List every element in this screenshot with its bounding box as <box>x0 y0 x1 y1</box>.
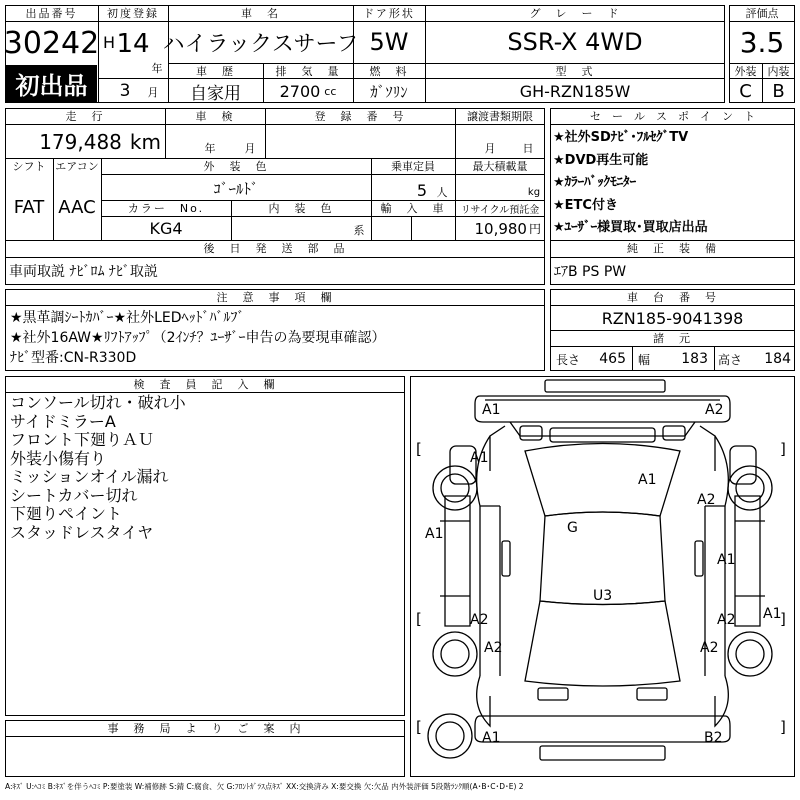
inspector-line: コンソール切れ・破れ小 <box>10 393 186 412</box>
damage-mark: A2 <box>717 612 736 628</box>
damage-mark: A1 <box>763 606 782 622</box>
displacement-unit: cc <box>324 84 337 98</box>
shift: FAT <box>13 196 45 218</box>
interior-grade: B <box>772 80 785 102</box>
dims-label: 諸 元 <box>653 332 692 345</box>
sales-point: ★ﾕｰｻﾞｰ様買取･買取店出品 <box>553 220 708 235</box>
displacement-value: 2700 <box>279 81 321 101</box>
insp-year-unit: 年 <box>204 142 216 155</box>
damage-mark: A1 <box>717 552 736 568</box>
shift-label: シフト <box>12 160 46 173</box>
grade: SSR-X 4WD <box>507 28 643 56</box>
diagram-bottom-bar <box>540 746 665 760</box>
right-side-panel <box>735 496 760 626</box>
wheel-rear-right <box>728 632 772 676</box>
rear-glass <box>525 601 680 686</box>
door-label: ドア形状 <box>363 7 415 20</box>
reg-month: 3 <box>119 81 131 101</box>
damage-mark: A1 <box>470 450 489 466</box>
grade-label: グ レ ー ド <box>529 7 621 20</box>
door-type: 5W <box>369 28 409 56</box>
score: 3.5 <box>739 25 785 59</box>
first-reg-label: 初度登録 <box>107 7 159 20</box>
diagram-top-bar <box>545 380 665 392</box>
note-line: ★黒革調ｼｰﾄｶﾊﾞｰ★社外LEDﾍｯﾄﾞﾊﾞﾙﾌﾞ <box>10 310 245 326</box>
recycle-value: 10,980 <box>474 219 527 238</box>
inspector-label: 検 査 員 記 入 欄 <box>133 378 277 391</box>
length-value: 465 <box>599 351 626 367</box>
int-color-label: 内 装 色 <box>268 202 334 215</box>
exterior-color: ｺﾞｰﾙﾄﾞ <box>213 179 259 198</box>
office-label: 事 務 局 よ り ご 案 内 <box>107 722 303 735</box>
exterior-grade: C <box>739 80 752 102</box>
displacement-label: 排 気 量 <box>275 64 341 78</box>
spare-tire <box>428 714 472 758</box>
color-no: KG4 <box>149 219 183 238</box>
equipment-label: 純 正 装 備 <box>627 242 718 255</box>
sales-points-list <box>553 127 793 240</box>
reg-year: 14 <box>116 29 150 59</box>
sales-point: ★社外SDﾅﾋﾞ･ﾌﾙｾｸﾞTV <box>553 130 689 145</box>
damage-mark: A2 <box>470 612 489 628</box>
windshield <box>525 444 680 517</box>
width-label: 幅 <box>638 352 651 367</box>
damage-mark: A2 <box>700 640 719 656</box>
transfer-day-unit: 日 <box>522 142 534 155</box>
bracket-right-bottom: ] <box>780 610 786 628</box>
bracket-right-top: ] <box>780 440 786 458</box>
wheel-rear-left <box>433 632 477 676</box>
height-label: 高さ <box>718 352 743 367</box>
capacity-label: 乗車定員 <box>391 160 435 173</box>
capacity-unit: 人 <box>436 186 448 199</box>
sales-point: ★ETC付き <box>553 197 618 213</box>
mileage-label: 走 行 <box>65 110 105 123</box>
first-listing-badge: 初出品 <box>6 65 97 102</box>
load-unit: kg <box>527 186 541 198</box>
fuel: ｶﾞｿﾘﾝ <box>370 82 408 101</box>
era: H <box>102 32 116 52</box>
load-label: 最大積載量 <box>472 160 528 173</box>
reg-no-label: 登 録 番 号 <box>314 110 406 123</box>
lot-no: 30242 <box>3 25 100 61</box>
damage-mark: U3 <box>593 588 613 604</box>
inspector-lines <box>10 394 400 542</box>
sales-point: ★DVD再生可能 <box>553 152 649 168</box>
color-no-label: カラー No. <box>127 202 205 215</box>
inspector-line: サイドミラーA <box>10 411 116 431</box>
bracket-right-spare: ] <box>780 718 786 736</box>
transfer-month-unit: 月 <box>484 142 496 155</box>
damage-mark: A2 <box>705 402 724 418</box>
damage-mark: A1 <box>482 402 501 418</box>
damage-mark: G <box>567 520 578 536</box>
recycle-unit: 円 <box>528 222 541 236</box>
bracket-left-bottom: [ <box>416 610 422 628</box>
chassis-label: 車 台 番 号 <box>627 291 718 304</box>
inspection-label: 車 検 <box>195 110 235 123</box>
interior-label: 内装 <box>767 64 790 78</box>
transfer-label: 譲渡書類期限 <box>467 110 533 123</box>
shipping-label: 後 日 発 送 部 品 <box>203 242 347 255</box>
notes-label: 注 意 事 項 欄 <box>216 291 334 304</box>
recycle <box>455 217 545 240</box>
wheel-front-right <box>728 466 772 510</box>
note-line: ★社外16AW★ﾘﾌﾄｱｯﾌﾟ（2ｲﾝﾁ？ﾕｰｻﾞｰ申告の為要現車確認） <box>10 330 386 346</box>
height-value: 184 <box>764 351 791 367</box>
wheel-front-left <box>433 466 477 510</box>
model-label: 型 式 <box>555 64 595 78</box>
inspector-line: 下廻りペイント <box>10 504 123 523</box>
left-side-panel <box>445 496 470 626</box>
sales-point: ★ｶﾗｰﾊﾞｯｸﾓﾆﾀｰ <box>553 175 637 190</box>
import-label: 輸 入 車 <box>380 202 446 215</box>
damage-mark: A1 <box>638 472 657 488</box>
inspector-line: フロント下廻りＡＵ <box>10 430 155 449</box>
notes-lines <box>10 308 540 368</box>
car-damage-diagram <box>410 376 795 777</box>
color-label: 外 装 色 <box>203 160 269 173</box>
lot-no-label: 出品番号 <box>25 7 78 20</box>
fuel-label: 燃 料 <box>369 64 409 78</box>
shipping-parts: 車両取説 ﾅﾋﾞﾛﾑ ﾅﾋﾞ取説 <box>9 264 158 280</box>
year-unit: 年 <box>151 62 163 75</box>
mileage-unit: km <box>129 130 161 154</box>
model-code: GH-RZN185W <box>519 81 631 101</box>
note-line: ﾅﾋﾞ型番:CN-R330D <box>10 350 137 366</box>
length-label: 長さ <box>556 352 581 367</box>
bracket-left-top: [ <box>416 440 422 458</box>
width <box>632 347 714 371</box>
left-fender <box>477 436 500 506</box>
ac: AAC <box>58 196 96 218</box>
mileage <box>5 126 165 158</box>
capacity: 5 <box>416 180 427 200</box>
inspector-line: 外装小傷有り <box>10 448 107 468</box>
car-name-label: 車 名 <box>241 7 280 20</box>
int-color-unit: 系 <box>353 224 365 237</box>
damage-mark: A2 <box>484 640 503 656</box>
sales-label: セ ー ル ス ポ イ ン ト <box>590 110 755 123</box>
damage-mark: A2 <box>697 492 716 508</box>
damage-mark: B2 <box>704 730 723 746</box>
width-value: 183 <box>681 351 708 367</box>
month-unit: 月 <box>147 86 159 99</box>
length <box>550 347 632 371</box>
equipment: ｴｱB PS PW <box>554 264 627 280</box>
score-label: 評価点 <box>745 7 779 20</box>
history-label: 車 歴 <box>196 64 235 78</box>
height <box>714 347 795 371</box>
bracket-left-spare: [ <box>416 718 422 736</box>
ac-label: エアコン <box>55 160 99 173</box>
inspector-line: ミッションオイル漏れ <box>10 467 169 486</box>
mileage-value: 179,488 <box>39 130 122 154</box>
history: 自家用 <box>190 83 241 104</box>
inspector-line: シートカバー切れ <box>10 485 138 505</box>
hood <box>510 422 695 436</box>
inspector-line: スタッドレスタイヤ <box>10 522 154 542</box>
car-name: ハイラックスサーフ <box>162 31 359 57</box>
damage-mark: A1 <box>482 730 501 746</box>
rear-bumper <box>475 716 730 742</box>
exterior-label: 外装 <box>734 64 757 78</box>
legend: A:ｷｽﾞ U:ﾍｺﾐ B:ｷｽﾞを伴うﾍｺﾐ P:要塗装 W:補修跡 S:錆 C:腐食、欠 G:ﾌﾛﾝﾄｶﾞﾗｽ点ｷｽﾞ XX:交換済み X:要交換 欠:欠品 内外装評価 5段階ﾗﾝｸ順(A･B･C･D･E) 2 <box>5 782 524 791</box>
damage-mark: A1 <box>425 526 444 542</box>
headlight-left <box>520 426 542 440</box>
displacement <box>263 79 353 103</box>
headlight-right <box>663 426 685 440</box>
chassis-number: RZN185-9041398 <box>601 308 744 328</box>
recycle-label: リサイクル預託金 <box>460 204 540 216</box>
insp-month-unit: 月 <box>244 142 256 155</box>
